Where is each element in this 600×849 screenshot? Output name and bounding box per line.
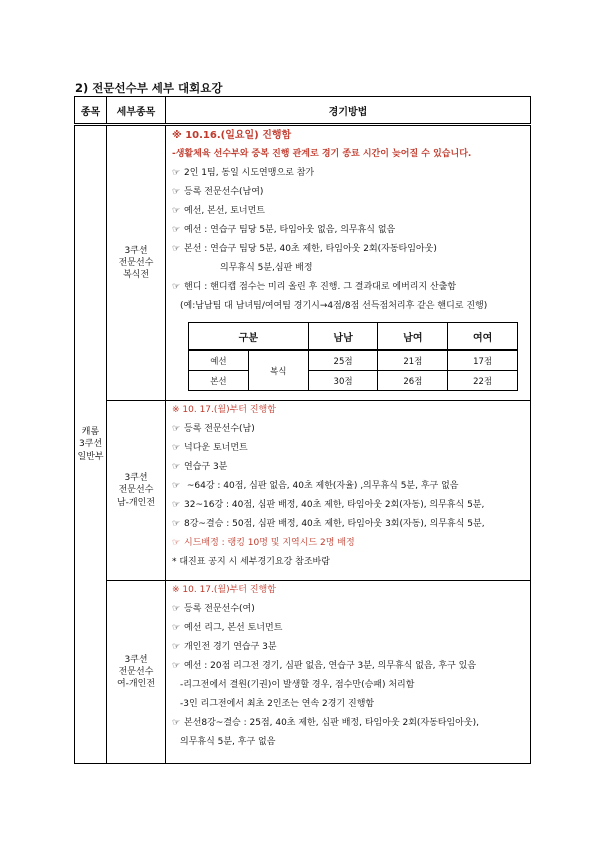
score-header: 남남 bbox=[308, 323, 378, 351]
header-event: 종목 bbox=[75, 97, 107, 125]
method-line bbox=[172, 458, 526, 477]
method-line bbox=[172, 221, 526, 240]
method-line bbox=[172, 439, 526, 458]
score-stage: 본선 bbox=[189, 371, 249, 391]
pointing-hand-icon: ☞ bbox=[172, 225, 181, 235]
method-line-text: 개인전 경기 연습구 3분 bbox=[184, 642, 277, 652]
handicap-score-table bbox=[188, 322, 518, 391]
category-line: 3쿠션 bbox=[78, 439, 103, 450]
method-line-text: ※ 10. 17.(월)부터 진행함 bbox=[172, 405, 276, 415]
method-line-text: 등록 전문선수(남) bbox=[184, 424, 255, 434]
method-line bbox=[172, 714, 526, 733]
method-line-text: 2인 1팀, 동일 시도연맹으로 참가 bbox=[184, 168, 315, 178]
pointing-hand-icon: ☞ bbox=[172, 244, 181, 254]
method-line-text: -3인 리그전에서 최초 2인조는 연속 2경기 진행함 bbox=[180, 699, 375, 709]
score-type: 복식 bbox=[248, 350, 308, 391]
method-line-text: 예선 : 연습구 팀당 5분, 타임아웃 없음, 의무휴식 없음 bbox=[184, 225, 396, 235]
method-cell bbox=[166, 581, 531, 764]
method-line-text: 예선 : 20점 리그전 경기, 심판 없음, 연습구 3분, 의무휴식 없음, 후구 있음 bbox=[184, 661, 477, 671]
score-row bbox=[189, 371, 518, 391]
sub-event-line: 3쿠션 bbox=[124, 654, 148, 665]
score-header: 여여 bbox=[448, 323, 518, 351]
sub-event-cell bbox=[107, 401, 166, 581]
method-line bbox=[172, 259, 526, 278]
method-line-text: -리그전에서 결원(기권)이 발생할 경우, 점수만(승패) 처리함 bbox=[180, 680, 415, 690]
method-line-text: 등록 전문선수(여) bbox=[184, 604, 255, 614]
sub-event-line: 복식전 bbox=[122, 270, 150, 281]
method-line bbox=[172, 657, 526, 676]
method-line-text: 연습구 3분 bbox=[184, 462, 228, 472]
sub-event-line: 3쿠션 bbox=[124, 245, 148, 256]
category-line: 일반부 bbox=[77, 451, 104, 462]
pointing-hand-icon: ☞ bbox=[172, 206, 181, 216]
method-line bbox=[172, 401, 526, 420]
method-cell bbox=[166, 401, 531, 581]
event-cell bbox=[75, 125, 107, 764]
method-line bbox=[172, 619, 526, 638]
pointing-hand-icon: ☞ bbox=[172, 481, 181, 491]
rules-table bbox=[74, 96, 531, 764]
method-line bbox=[172, 638, 526, 657]
method-line bbox=[172, 145, 526, 164]
method-line-text: -생활체육 선수부와 중복 진행 관계로 경기 종료 시간이 늦어질 수 있습니다. bbox=[172, 149, 472, 159]
score-stage: 예선 bbox=[189, 350, 249, 371]
score-value: 22점 bbox=[448, 371, 518, 391]
score-value: 17점 bbox=[448, 350, 518, 371]
pointing-hand-icon: ☞ bbox=[172, 642, 181, 652]
pointing-hand-icon: ☞ bbox=[172, 282, 181, 292]
pointing-hand-icon: ☞ bbox=[172, 424, 181, 434]
method-line-text: 본선 : 연습구 팀당 5분, 40초 제한, 타임아웃 2회(자동타임아웃) bbox=[184, 244, 437, 254]
pointing-hand-icon: ☞ bbox=[172, 604, 181, 614]
method-line-text: 예선 리그, 본선 토너먼트 bbox=[184, 623, 283, 633]
method-line bbox=[172, 534, 526, 553]
table-header-row bbox=[75, 97, 531, 125]
method-line bbox=[172, 126, 526, 145]
header-method: 경기방법 bbox=[166, 97, 531, 125]
method-content bbox=[172, 401, 526, 572]
score-header: 남여 bbox=[378, 323, 448, 351]
method-line-text: 시드배정 : 랭킹 10명 및 지역시드 2명 배정 bbox=[184, 538, 355, 548]
method-line bbox=[172, 553, 526, 572]
method-line bbox=[172, 164, 526, 183]
sub-event-line: 전문선수 bbox=[118, 666, 154, 677]
method-line bbox=[172, 420, 526, 439]
method-line bbox=[172, 733, 526, 752]
sub-event-line: 남-개인전 bbox=[116, 497, 156, 508]
method-line-text: ※ 10. 17.(월)부터 진행함 bbox=[172, 585, 276, 595]
method-line-text: 넉다운 토너먼트 bbox=[184, 443, 248, 453]
score-row bbox=[189, 350, 518, 371]
pointing-hand-icon: ☞ bbox=[172, 168, 181, 178]
method-line bbox=[172, 202, 526, 221]
sub-event-cell bbox=[107, 125, 166, 401]
score-header: 구분 bbox=[189, 323, 309, 351]
table-row bbox=[75, 401, 531, 581]
category-line: 캐롬 bbox=[81, 427, 100, 438]
method-line-text: 본선8강~결승 : 25점, 40초 제한, 심판 배정, 타임아웃 2회(자동타임아웃), bbox=[184, 718, 479, 728]
pointing-hand-icon: ☞ bbox=[172, 500, 181, 510]
method-content bbox=[172, 126, 526, 399]
method-line-text: 예선, 본선, 토너먼트 bbox=[184, 206, 265, 216]
method-line bbox=[172, 496, 526, 515]
score-value: 26점 bbox=[378, 371, 448, 391]
method-line-text: 등록 전문선수(남여) bbox=[184, 187, 264, 197]
method-line-text: * 대진표 공지 시 세부경기요강 참조바람 bbox=[172, 557, 330, 567]
method-cell bbox=[166, 125, 531, 401]
table-row bbox=[75, 581, 531, 764]
score-value: 21점 bbox=[378, 350, 448, 371]
method-line bbox=[172, 600, 526, 619]
method-line bbox=[172, 240, 526, 259]
sub-event-line: 전문선수 bbox=[118, 257, 154, 268]
method-line-text: 8강~결승 : 50점, 심판 배정, 40초 제한, 타임아웃 3회(자동), 의무휴식 5분, bbox=[184, 519, 485, 529]
method-line bbox=[172, 695, 526, 714]
pointing-hand-icon: ☞ bbox=[172, 538, 181, 548]
method-line bbox=[172, 676, 526, 695]
table-row bbox=[75, 125, 531, 401]
method-line bbox=[172, 278, 526, 297]
method-line-text: 의무휴식 5분,심판 배정 bbox=[220, 263, 313, 273]
sub-event-line: 여-개인전 bbox=[116, 679, 156, 690]
method-line-text: 핸디 : 핸디캡 점수는 미리 올린 후 진행. 그 결과대로 에버리지 산출함 bbox=[184, 282, 457, 292]
header-sub-event: 세부종목 bbox=[107, 97, 166, 125]
pointing-hand-icon: ☞ bbox=[172, 623, 181, 633]
method-line-text: ※ 10.16.(일요일) 진행함 bbox=[172, 130, 292, 141]
pointing-hand-icon: ☞ bbox=[172, 661, 181, 671]
method-line-text: (예:남남팀 대 남녀팀/여여팀 경기시→4점/8점 선득점처리후 같은 핸디로 진행) bbox=[180, 301, 488, 311]
pointing-hand-icon: ☞ bbox=[172, 443, 181, 453]
method-line bbox=[172, 477, 526, 496]
method-line bbox=[172, 183, 526, 202]
score-value: 25점 bbox=[308, 350, 378, 371]
score-header-row bbox=[189, 323, 518, 351]
method-line bbox=[172, 581, 526, 600]
method-line-text: ~64강 : 40점, 심판 없음, 40초 제한(자율) ,의무휴식 5분, 후구 없음 bbox=[184, 481, 459, 491]
sub-event-line: 3쿠션 bbox=[124, 473, 148, 484]
score-value: 30점 bbox=[308, 371, 378, 391]
pointing-hand-icon: ☞ bbox=[172, 462, 181, 472]
method-line bbox=[172, 515, 526, 534]
method-content bbox=[172, 581, 526, 752]
method-line-text: 32~16강 : 40점, 심판 배정, 40초 제한, 타임아웃 2회(자동), 의무휴식 5분, bbox=[184, 500, 485, 510]
section-heading: 2) 전문선수부 세부 대회요강 bbox=[75, 81, 223, 95]
pointing-hand-icon: ☞ bbox=[172, 187, 181, 197]
method-line bbox=[172, 297, 526, 316]
pointing-hand-icon: ☞ bbox=[172, 519, 181, 529]
method-line-text: 의무휴식 5분, 후구 없음 bbox=[180, 737, 276, 747]
sub-event-line: 전문선수 bbox=[118, 485, 154, 496]
pointing-hand-icon: ☞ bbox=[172, 718, 181, 728]
sub-event-cell bbox=[107, 581, 166, 764]
